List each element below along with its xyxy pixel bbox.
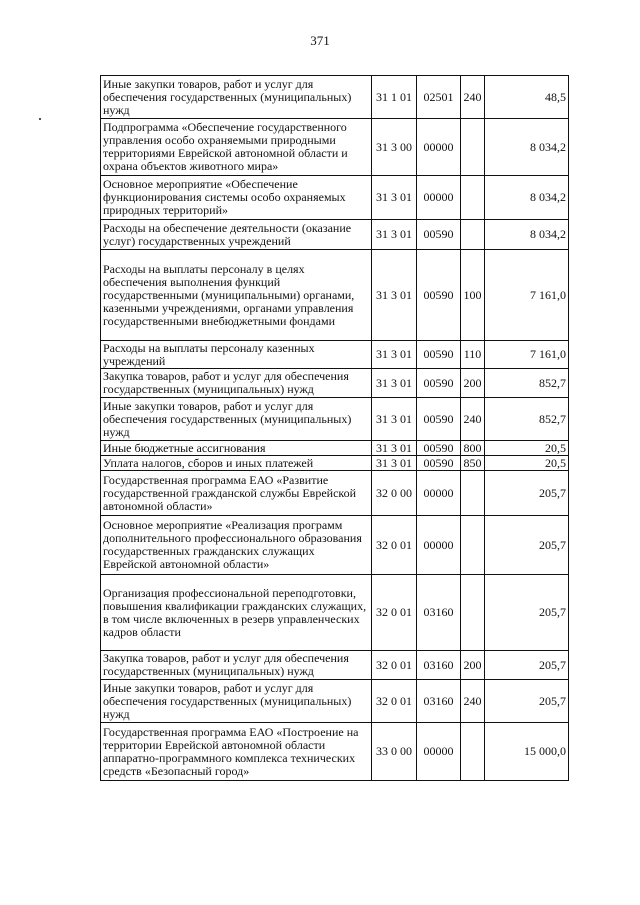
row-program-code: 31 3 01 [372,176,417,220]
row-program-code: 32 0 01 [372,575,417,651]
table-row [101,76,569,119]
row-program-code: 31 3 01 [372,220,417,250]
row-direction-code: 03160 [417,651,461,680]
row-name: Подпрограмма «Обеспечение государственного управления особо охраняемыми природными территориями Еврейской автономной области и охрана объектов животного мира» [101,119,372,176]
row-amount: 20,5 [485,441,569,456]
row-amount: 8 034,2 [485,220,569,250]
row-expense-type: 200 [461,369,485,398]
row-name: Государственная программа ЕАО «Развитие государственной гражданской службы Еврейской автономной области» [101,471,372,516]
table-row [101,471,569,516]
row-name: Расходы на обеспечение деятельности (оказание услуг) государственных учреждений [101,220,372,250]
row-name: Государственная программа ЕАО «Построение на территории Еврейской автономной области аппаратно-программного комплекса технических средств «Безопасный город» [101,723,372,781]
row-direction-code: 00000 [417,176,461,220]
row-name: Организация профессиональной переподготовки, повышения квалификации гражданских служащих, в том числе включенных в резерв управленческих кадров области [101,575,372,651]
row-amount: 852,7 [485,398,569,441]
row-program-code: 31 3 01 [372,441,417,456]
table-row [101,723,569,781]
row-expense-type [461,723,485,781]
row-direction-code: 03160 [417,680,461,723]
row-expense-type [461,176,485,220]
table-row [101,369,569,398]
page-number: 371 [310,33,330,48]
row-name: Основное мероприятие «Обеспечение функционирования системы особо охраняемых природных территорий» [101,176,372,220]
row-amount: 8 034,2 [485,176,569,220]
row-amount: 205,7 [485,575,569,651]
row-program-code: 32 0 01 [372,516,417,575]
row-amount: 7 161,0 [485,250,569,341]
row-direction-code: 00590 [417,441,461,456]
row-program-code: 31 1 01 [372,76,417,119]
row-expense-type [461,471,485,516]
row-program-code: 31 3 01 [372,456,417,471]
row-direction-code: 00000 [417,723,461,781]
table-row [101,575,569,651]
row-amount: 205,7 [485,516,569,575]
table-row [101,680,569,723]
row-expense-type: 800 [461,441,485,456]
row-name: Расходы на выплаты персоналу казенных учреждений [101,341,372,369]
row-program-code: 31 3 01 [372,398,417,441]
row-amount: 205,7 [485,471,569,516]
row-expense-type: 850 [461,456,485,471]
row-expense-type [461,220,485,250]
row-name: Иные закупки товаров, работ и услуг для обеспечения государственных (муниципальных) нужд [101,76,372,119]
row-direction-code: 00000 [417,119,461,176]
row-direction-code: 00590 [417,456,461,471]
row-expense-type [461,119,485,176]
table-row [101,516,569,575]
table-row [101,119,569,176]
row-name: Основное мероприятие «Реализация программ дополнительного профессионального образования государственных гражданских служащих Еврейской автономной области» [101,516,372,575]
row-amount: 15 000,0 [485,723,569,781]
row-direction-code: 00590 [417,250,461,341]
row-amount: 20,5 [485,456,569,471]
row-name: Иные закупки товаров, работ и услуг для обеспечения государственных (муниципальных) нужд [101,398,372,441]
row-expense-type: 240 [461,398,485,441]
table-row [101,398,569,441]
row-expense-type: 100 [461,250,485,341]
row-direction-code: 00000 [417,471,461,516]
row-amount: 852,7 [485,369,569,398]
row-program-code: 33 0 00 [372,723,417,781]
row-program-code: 32 0 01 [372,651,417,680]
row-expense-type: 200 [461,651,485,680]
row-name: Закупка товаров, работ и услуг для обеспечения государственных (муниципальных) нужд [101,369,372,398]
row-direction-code: 00590 [417,220,461,250]
scan-speck [39,118,41,120]
table-row [101,220,569,250]
row-program-code: 32 0 00 [372,471,417,516]
row-direction-code: 00590 [417,341,461,369]
budget-table [100,75,569,781]
row-expense-type: 110 [461,341,485,369]
row-expense-type [461,516,485,575]
row-amount: 8 034,2 [485,119,569,176]
row-program-code: 31 3 01 [372,341,417,369]
row-name: Расходы на выплаты персоналу в целях обеспечения выполнения функций государственными (муниципальными) органами, казенными учреждениями, органами управления государственными внебюджетными фондами [101,250,372,341]
row-name: Иные бюджетные ассигнования [101,441,372,456]
row-expense-type: 240 [461,76,485,119]
table-row [101,651,569,680]
table-row [101,456,569,471]
row-direction-code: 00590 [417,369,461,398]
table-row [101,250,569,341]
row-amount: 7 161,0 [485,341,569,369]
row-program-code: 32 0 01 [372,680,417,723]
row-direction-code: 00000 [417,516,461,575]
row-expense-type: 240 [461,680,485,723]
row-name: Закупка товаров, работ и услуг для обеспечения государственных (муниципальных) нужд [101,651,372,680]
table-row [101,441,569,456]
row-direction-code: 03160 [417,575,461,651]
row-program-code: 31 3 00 [372,119,417,176]
row-expense-type [461,575,485,651]
row-amount: 205,7 [485,651,569,680]
row-direction-code: 00590 [417,398,461,441]
table-row [101,341,569,369]
row-direction-code: 02501 [417,76,461,119]
row-amount: 48,5 [485,76,569,119]
row-amount: 205,7 [485,680,569,723]
row-program-code: 31 3 01 [372,250,417,341]
row-name: Уплата налогов, сборов и иных платежей [101,456,372,471]
table-row [101,176,569,220]
row-name: Иные закупки товаров, работ и услуг для обеспечения государственных (муниципальных) нужд [101,680,372,723]
row-program-code: 31 3 01 [372,369,417,398]
